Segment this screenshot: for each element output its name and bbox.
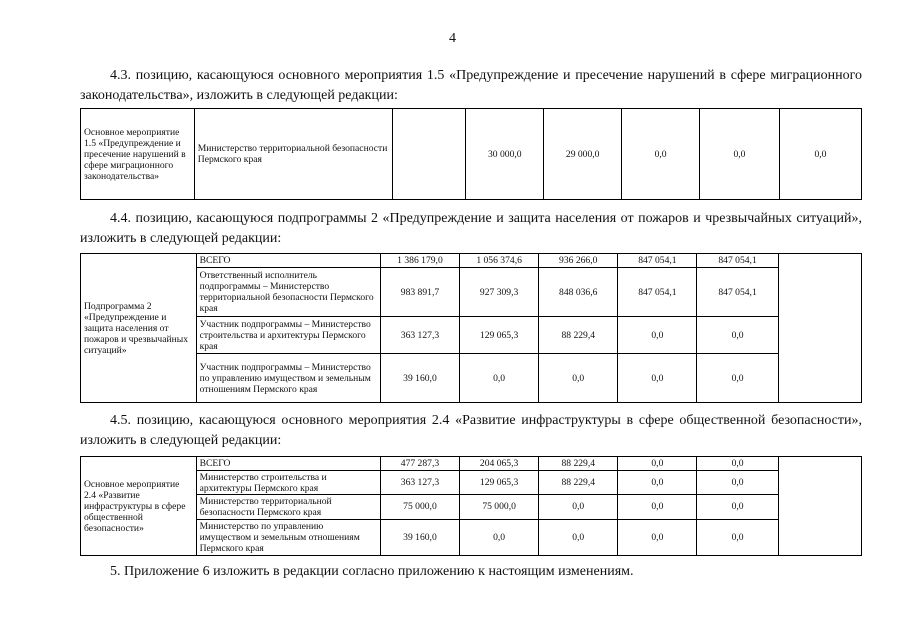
page-number: 4 (449, 31, 456, 46)
table-4-4 (80, 253, 862, 403)
row-label-cell: ВСЕГО (196, 457, 380, 471)
value-cell: 0,0 (618, 354, 697, 403)
value-cell: 39 160,0 (380, 519, 459, 555)
value-cell: 129 065,3 (460, 317, 539, 354)
value-cell: 0,0 (618, 317, 697, 354)
row-label-cell: Министерство по управлению имуществом и земельным отношениям Пермского края (196, 519, 380, 555)
value-cell: 0,0 (618, 457, 697, 471)
row-label-cell: Ответственный исполнитель подпрограммы – Министерство территориальной безопасности Пермского края (196, 268, 380, 317)
row-label-cell: Министерство территориальной безопасности Пермского края (196, 495, 380, 519)
row-label-cell: ВСЕГО (196, 254, 380, 268)
value-cell: 847 054,1 (697, 254, 778, 268)
value-cell: 0,0 (539, 519, 618, 555)
executor-cell: Министерство территориальной безопасности Пермского края (194, 109, 392, 200)
row-label-cell: Министерство строительства и архитектуры Пермского края (196, 471, 380, 495)
value-cell: 30 000,0 (466, 109, 544, 200)
value-cell: 0,0 (779, 109, 861, 200)
section-4-4-intro-text: 4.4. позицию, касающуюся подпрограммы 2 «Предупреждение и защита населения от пожаров и чрезвычайных ситуаций», изложить в следующей редакции: (80, 211, 862, 246)
value-cell: 0,0 (460, 519, 539, 555)
measure-name-cell: Основное мероприятие 2.4 «Развитие инфраструктуры в сфере общественной безопасности» (81, 457, 197, 556)
value-cell: 936 266,0 (539, 254, 618, 268)
value-cell: 0,0 (618, 471, 697, 495)
value-cell: 363 127,3 (380, 471, 459, 495)
value-cell: 88 229,4 (539, 457, 618, 471)
table-row (81, 519, 862, 555)
value-cell: 0,0 (700, 109, 780, 200)
value-cell: 129 065,3 (460, 471, 539, 495)
value-cell: 848 036,6 (539, 268, 618, 317)
value-cell: 0,0 (697, 457, 778, 471)
table-row (81, 457, 862, 471)
table-row (81, 254, 862, 268)
table-row (81, 354, 862, 403)
section-4-3-intro (80, 66, 862, 106)
section-5-text-content: 5. Приложение 6 изложить в редакции согласно приложению к настоящим изменениям. (110, 564, 634, 579)
value-cell: 88 229,4 (539, 471, 618, 495)
value-cell: 1 056 374,6 (460, 254, 539, 268)
value-cell: 0,0 (622, 109, 700, 200)
section-5-text (80, 562, 862, 582)
value-cell: 847 054,1 (618, 254, 697, 268)
subprogram-name-cell: Подпрограмма 2 «Предупреждение и защита населения от пожаров и чрезвычайных ситуаций» (81, 254, 197, 403)
section-4-5-intro-text: 4.5. позицию, касающуюся основного мероприятия 2.4 «Развитие инфраструктуры в сфере общественной безопасности», изложить в следующей редакции: (80, 413, 862, 448)
value-cell: 88 229,4 (539, 317, 618, 354)
value-cell: 847 054,1 (697, 268, 778, 317)
measure-name-cell: Основное мероприятие 1.5 «Предупреждение и пресечение нарушений в сфере миграционного законодательства» (81, 109, 195, 200)
value-cell: 0,0 (618, 519, 697, 555)
value-cell: 0,0 (697, 471, 778, 495)
value-cell: 29 000,0 (544, 109, 622, 200)
value-cell: 0,0 (697, 495, 778, 519)
table-4-5 (80, 456, 862, 556)
value-cell: 0,0 (460, 354, 539, 403)
value-cell: 983 891,7 (380, 268, 459, 317)
value-cell: 0,0 (697, 519, 778, 555)
value-cell: 363 127,3 (380, 317, 459, 354)
table-4-3 (80, 108, 862, 200)
value-cell: 927 309,3 (460, 268, 539, 317)
table-row (81, 268, 862, 317)
table-row (81, 495, 862, 519)
value-cell: 204 065,3 (460, 457, 539, 471)
table-row (81, 109, 862, 200)
empty-cell (392, 109, 466, 200)
value-cell: 0,0 (539, 354, 618, 403)
value-cell: 75 000,0 (380, 495, 459, 519)
value-cell: 0,0 (697, 354, 778, 403)
value-cell: 0,0 (697, 317, 778, 354)
value-cell: 0,0 (539, 495, 618, 519)
row-label-cell: Участник подпрограммы – Министерство строительства и архитектуры Пермского края (196, 317, 380, 354)
value-cell: 0,0 (618, 495, 697, 519)
section-4-4-intro (80, 209, 862, 249)
value-cell: 39 160,0 (380, 354, 459, 403)
value-cell: 1 386 179,0 (380, 254, 459, 268)
section-4-3-intro-text: 4.3. позицию, касающуюся основного мероприятия 1.5 «Предупреждение и пресечение нарушений в сфере миграционного законодательства», изложить в следующей редакции: (80, 68, 862, 103)
value-cell: 75 000,0 (460, 495, 539, 519)
value-cell: 847 054,1 (618, 268, 697, 317)
table-row (81, 471, 862, 495)
section-4-5-intro (80, 411, 862, 451)
row-label-cell: Участник подпрограммы – Министерство по управлению имуществом и земельным отношениям Пермского края (196, 354, 380, 403)
table-row (81, 317, 862, 354)
value-cell: 477 287,3 (380, 457, 459, 471)
